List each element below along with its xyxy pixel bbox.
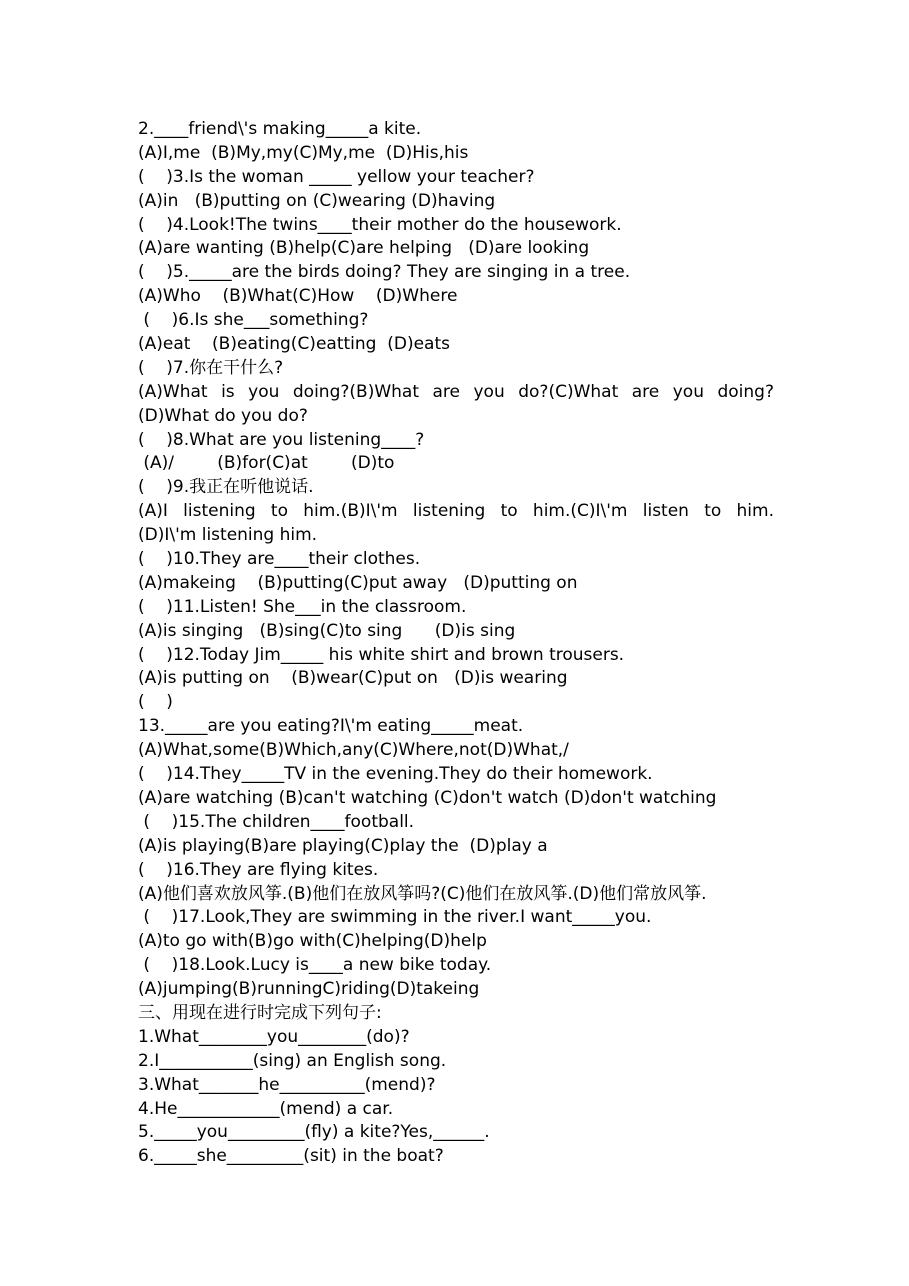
question-stem-5: ( )5._____are the birds doing? They are singing in a tree.: [138, 262, 631, 283]
section-heading: 三、用现在进行时完成下列句子:: [138, 1002, 382, 1023]
question-stem-12: ( )12.Today Jim_____ his white shirt and brown trousers.: [138, 644, 625, 665]
question-stem-3: ( )3.Is the woman _____ yellow your teacher?: [138, 166, 535, 187]
answer-options-5: (A)Who (B)What(C)How (D)Where: [138, 286, 458, 307]
answer-options-16: (A)他们喜欢放风筝.(B)他们在放风筝吗?(C)他们在放风筝.(D)他们常放风筝.: [138, 883, 707, 904]
question-stem-9: ( )9.我正在听他说话.: [138, 477, 314, 498]
answer-options-17: (A)to go with(B)go with(C)helping(D)help: [138, 931, 487, 952]
answer-options-3: (A)in (B)putting on (C)wearing (D)having: [138, 190, 496, 211]
fill-in-item-3: 3.What_______he__________(mend)?: [138, 1074, 436, 1095]
answer-options-11: (A)is singing (B)sing(C)to sing (D)is sing: [138, 620, 516, 641]
worksheet-page: [138, 118, 774, 1169]
fill-in-item-1: 1.What________you________(do)?: [138, 1026, 410, 1047]
answer-options-7: (A)What is you doing?(B)What are you do?(C)What are you doing?: [138, 381, 774, 402]
answer-options-12: (A)is putting on (B)wear(C)put on (D)is wearing: [138, 668, 568, 689]
question-stem-4: ( )4.Look!The twins____their mother do the housework.: [138, 214, 622, 235]
question-stem-13: 13._____are you eating?I\'m eating_____meat.: [138, 716, 524, 737]
answer-options-15: (A)is playing(B)are playing(C)play the (D)play a: [138, 835, 548, 856]
question-stem-14: ( )14.They_____TV in the evening.They do their homework.: [138, 764, 653, 785]
fill-in-item-5: 5._____you_________(fly) a kite?Yes,______.: [138, 1122, 490, 1143]
question-stem-15: ( )15.The children____football.: [138, 811, 415, 832]
question-stem-2: 2.____friend\'s making_____a kite.: [138, 119, 422, 139]
question-stem-7: ( )7.你在干什么?: [138, 357, 284, 378]
answer-options-14: (A)are watching (B)can't watching (C)don't watch (D)don't watching: [138, 787, 717, 808]
answer-options-4: (A)are wanting (B)help(C)are helping (D)are looking: [138, 238, 590, 259]
answer-options-9-cont: (D)I\'m listening him.: [138, 525, 318, 546]
fill-in-item-4: 4.He____________(mend) a car.: [138, 1098, 394, 1119]
question-stem-6: ( )6.Is she___something?: [138, 310, 369, 331]
fill-in-item-2: 2.I___________(sing) an English song.: [138, 1050, 447, 1071]
answer-options-7-cont: (D)What do you do?: [138, 405, 308, 426]
answer-options-6: (A)eat (B)eating(C)eatting (D)eats: [138, 334, 451, 355]
answer-options-9: (A)I listening to him.(B)I\'m listening to him.(C)I\'m listen to him.: [138, 501, 774, 522]
answer-options-18: (A)jumping(B)runningC)riding(D)takeing: [138, 979, 480, 1000]
question-stem-10: ( )10.They are____their clothes.: [138, 549, 421, 570]
answer-options-8: (A)/ (B)for(C)at (D)to: [138, 453, 395, 474]
answer-options-13: (A)What,some(B)Which,any(C)Where,not(D)What,/: [138, 740, 569, 761]
question-stem-17: ( )17.Look,They are swimming in the river.I want_____you.: [138, 907, 652, 928]
answer-options-2: (A)I,me (B)My,my(C)My,me (D)His,his: [138, 142, 469, 163]
answer-bracket-13: ( ): [138, 692, 173, 713]
answer-options-10: (A)makeing (B)putting(C)put away (D)putting on: [138, 572, 578, 593]
question-stem-8: ( )8.What are you listening____?: [138, 429, 425, 450]
question-stem-16: ( )16.They are flying kites.: [138, 859, 379, 880]
question-stem-18: ( )18.Look.Lucy is____a new bike today.: [138, 955, 492, 976]
question-stem-11: ( )11.Listen! She___in the classroom.: [138, 596, 467, 617]
fill-in-item-6: 6._____she_________(sit) in the boat?: [138, 1146, 444, 1167]
